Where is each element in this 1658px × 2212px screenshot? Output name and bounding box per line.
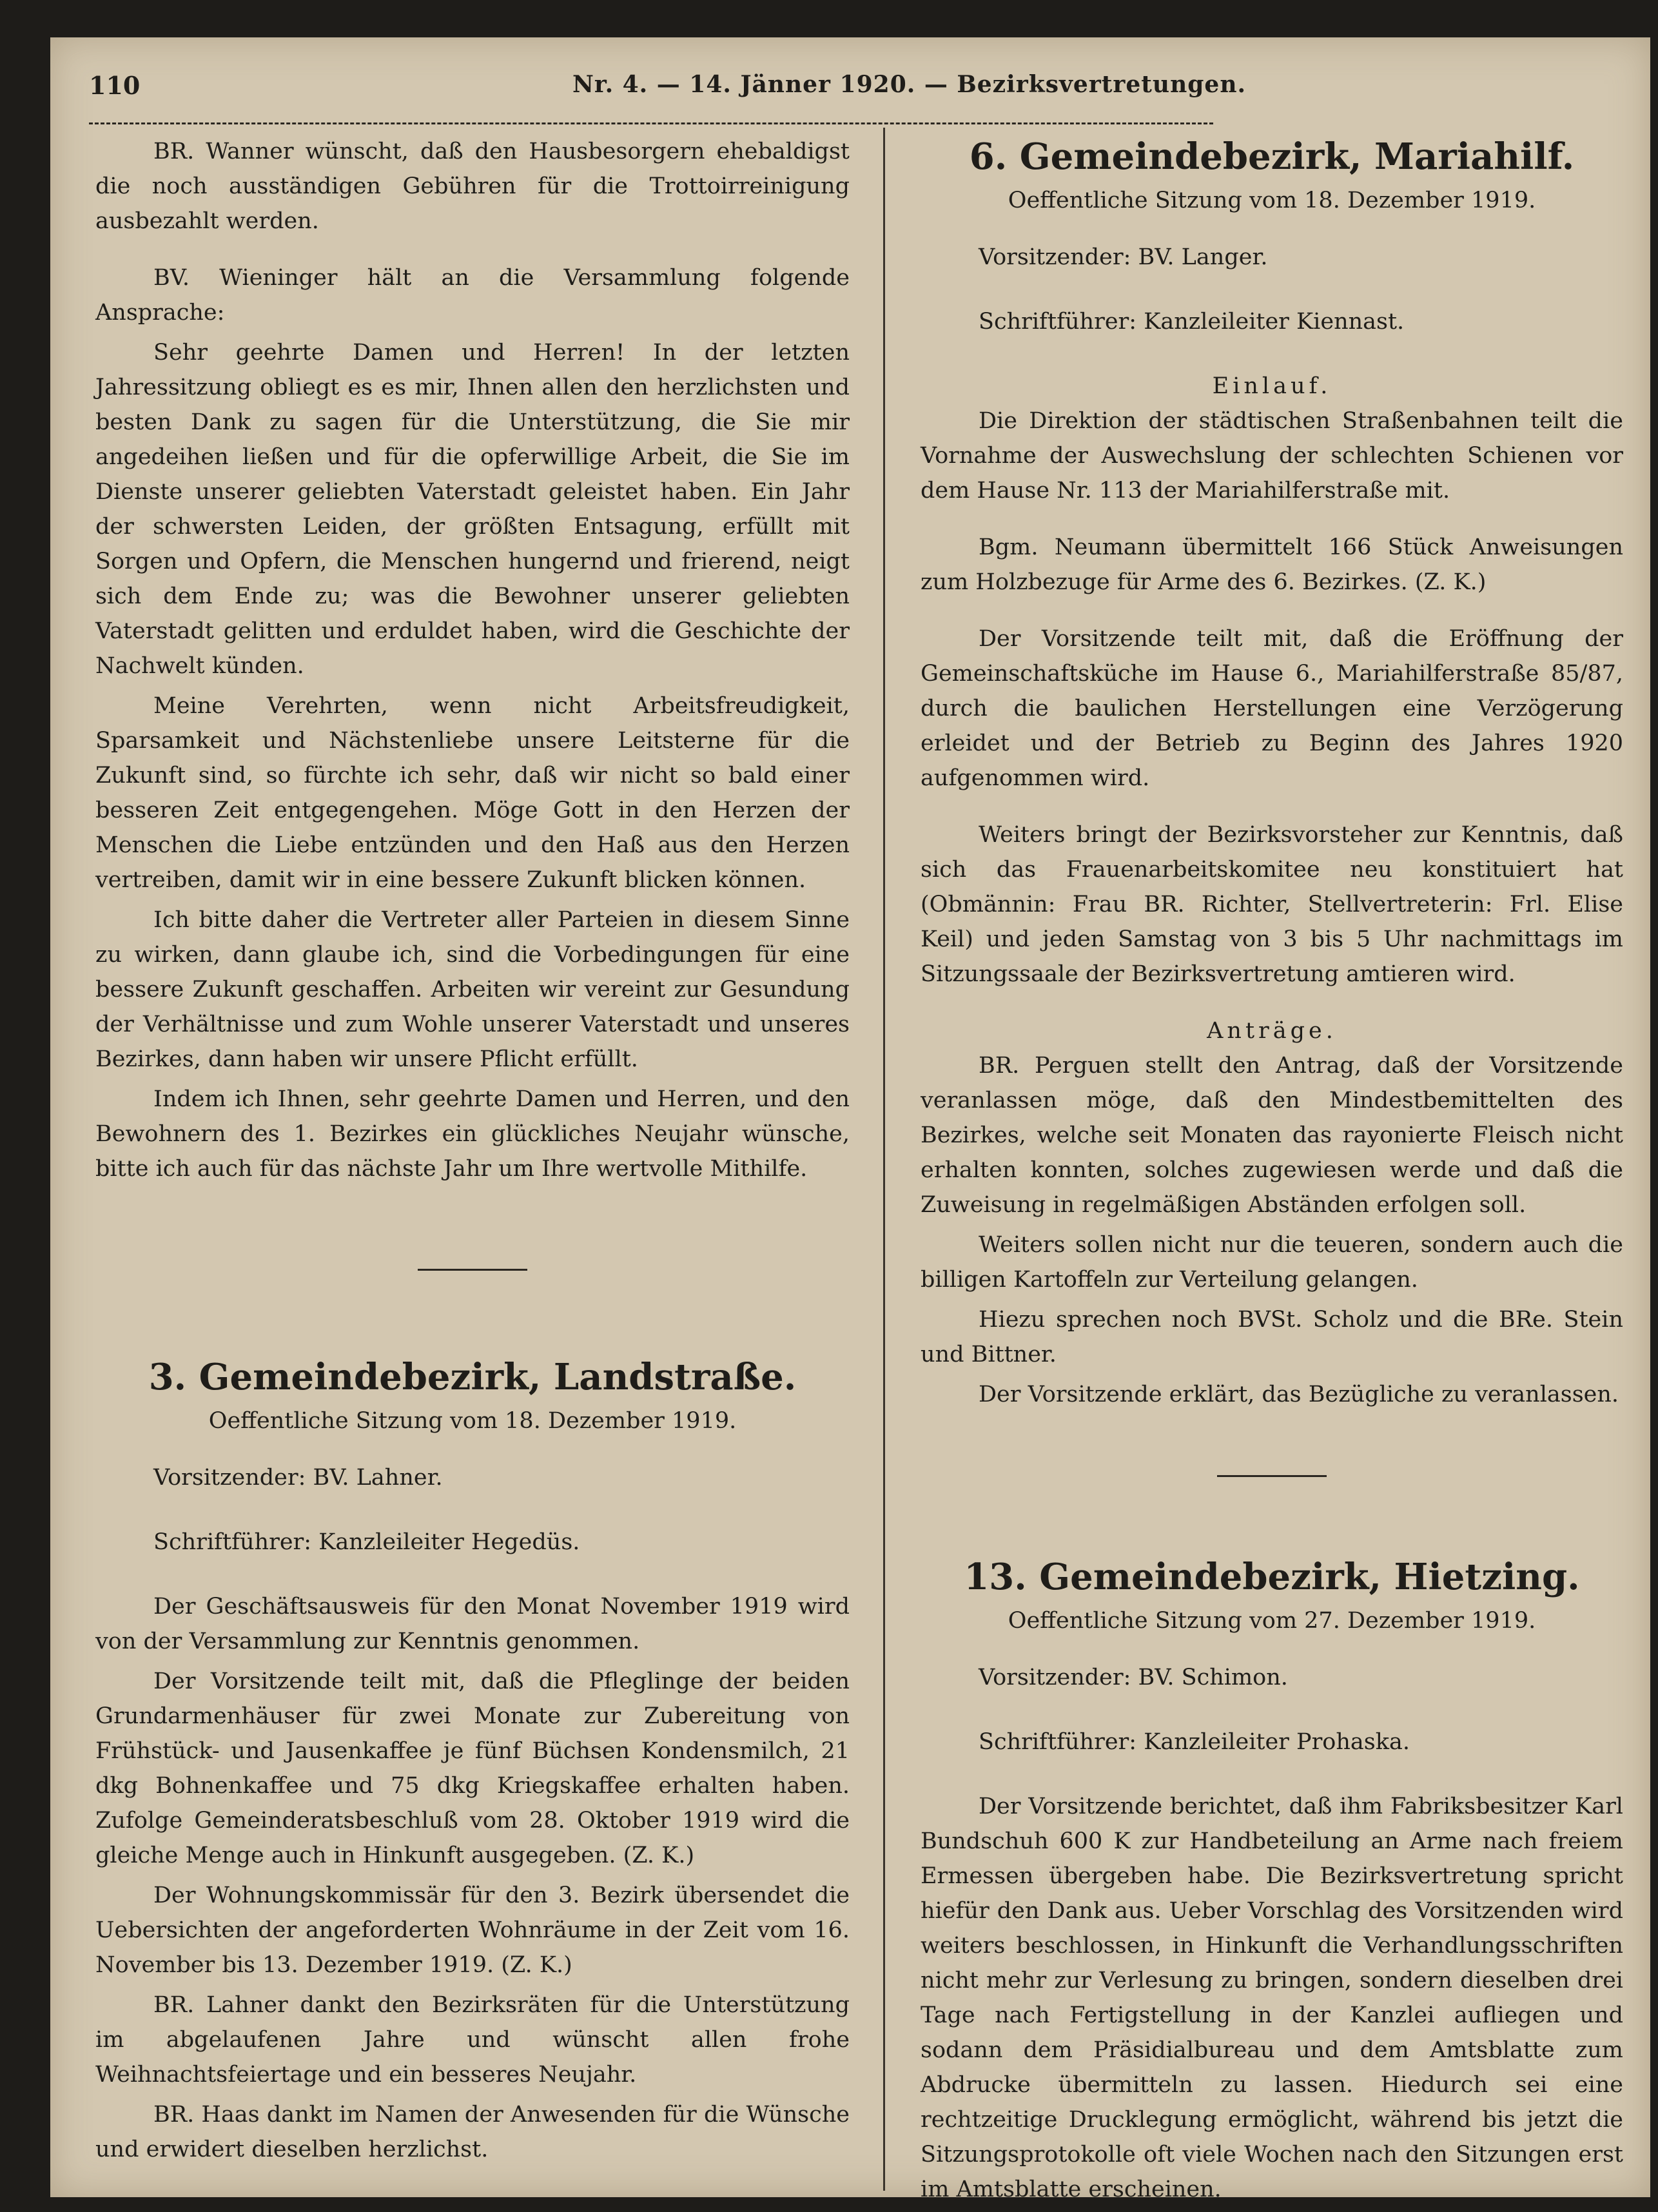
secretary-line: Schriftführer: Kanzleileiter Prohaska. bbox=[979, 1729, 1410, 1755]
paragraph: Die Direktion der städtischen Straßenbahnen teilt die Vornahme der Auswechslung der schlechten Schienen vor dem Hause Nr. 113 der Mariahilferstraße mit. bbox=[921, 408, 1623, 504]
secretary-line: Schriftführer: Kanzleileiter Hegedüs. bbox=[153, 1529, 580, 1555]
paragraph: Bgm. Neumann übermittelt 166 Stück Anweisungen zum Holzbezuge für Arme des 6. Bezirkes. (Z. K.) bbox=[921, 534, 1623, 595]
chair-line: Vorsitzender: BV. Schimon. bbox=[979, 1665, 1288, 1690]
paragraph: Weiters sollen nicht nur die teueren, sondern auch die billigen Kartoffeln zur Verteilung gelangen. bbox=[921, 1232, 1623, 1293]
session-line: Oeffentliche Sitzung vom 27. Dezember 1919. bbox=[1008, 1608, 1536, 1634]
paragraph: Der Vorsitzende teilt mit, daß die Pfleglinge der beiden Grundarmenhäuser für zwei Monate zur Zubereitung von Frühstück- und Jausenkaffee je fünf Büchsen Kondensmilch, 21 dkg Bohnenkaffee und 75 dkg Kriegskaffee erhalten haben. Zufolge Gemeinderatsbeschluß vom 28. Oktober 1919 wird die gleiche Menge auch in Hinkunft ausgegeben. (Z. K.) bbox=[95, 1669, 850, 1868]
chair-line: Vorsitzender: BV. Langer. bbox=[979, 244, 1268, 270]
paragraph: BR. Haas dankt im Namen der Anwesenden für die Wünsche und erwidert dieselben herzlichst. bbox=[95, 2102, 850, 2162]
paragraph: Der Vorsitzende teilt mit, daß die Eröffnung der Gemeinschaftsküche im Hause 6., Mariahilferstraße 85/87, durch die baulichen Herstellungen eine Verzögerung erleidet und der Betrieb zu Beginn des Jahres 1920 aufgenommen wird. bbox=[921, 626, 1623, 791]
subheading-antraege: Anträge. bbox=[1207, 1018, 1337, 1044]
header-rule bbox=[89, 122, 1213, 124]
session-line: Oeffentliche Sitzung vom 18. Dezember 1919. bbox=[1008, 188, 1536, 213]
section-title-3: 3. Gemeindebezirk, Landstraße. bbox=[148, 1356, 797, 1398]
paragraph: Hiezu sprechen noch BVSt. Scholz und die BRe. Stein und Bittner. bbox=[921, 1307, 1623, 1367]
chair-line: Vorsitzender: BV. Lahner. bbox=[153, 1465, 443, 1491]
paragraph: Der Vorsitzende erklärt, das Bezügliche zu veranlassen. bbox=[979, 1382, 1619, 1407]
column-separator bbox=[883, 128, 885, 2191]
subheading-einlauf: Einlauf. bbox=[1212, 373, 1332, 399]
left-column bbox=[95, 134, 850, 2172]
paragraph: Weiters bringt der Bezirksvorsteher zur Kenntnis, daß sich das Frauenarbeitskomitee neu konstituiert hat (Obmännin: Frau BR. Richter, Stellvertreterin: Frl. Elise Keil) und jeden Samstag von 3 bis 5 Uhr nachmittags im Sitzungssaale der Bezirksvertretung amtieren wird. bbox=[921, 822, 1623, 987]
section-title-6: 6. Gemeindebezirk, Mariahilf. bbox=[969, 135, 1575, 178]
paragraph: Sehr geehrte Damen und Herren! In der letzten Jahressitzung obliegt es es mir, Ihnen allen den herzlichsten und besten Dank zu sagen für die Unterstützung, die Sie mir angedeihen ließen und für die opferwillige Arbeit, die Sie im Dienste unserer geliebten Vaterstadt geleistet haben. Ein Jahr der schwersten Leiden, der größten Entsagung, erfüllt mit Sorgen und Opfern, die Menschen hungernd und frierend, neigt sich dem Ende zu; was die Bewohner unserer geliebten Vaterstadt gelitten und erduldet haben, wird die Geschichte der Nachwelt künden. bbox=[95, 340, 850, 679]
running-title: Nr. 4. — 14. Jänner 1920. — Bezirksvertretungen. bbox=[572, 71, 1247, 98]
paragraph: Der Vorsitzende berichtet, daß ihm Fabriksbesitzer Karl Bundschuh 600 K zur Handbeteilung an Arme nach freiem Ermessen übergeben habe. Die Bezirksvertretung spricht hiefür den Dank aus. Ueber Vorschlag des Vorsitzenden wird weiters beschlossen, in Hinkunft die Verhandlungsschriften nicht mehr zur Verlesung zu bringen, sondern dieselben drei Tage nach Fertigstellung in der Kanzlei aufliegen und sodann dem Präsidialbureau und dem Amtsblatte zum Abdrucke übermitteln zu lassen. Hiedurch sei eine rechtzeitige Drucklegung ermöglicht, während bis jetzt die Sitzungsprotokolle oft viele Wochen nach den Sitzungen erst im Amtsblatte erscheinen. bbox=[921, 1794, 1623, 2202]
newspaper-page bbox=[50, 37, 1650, 2202]
paragraph: Der Wohnungskommissär für den 3. Bezirk übersendet die Uebersichten der angeforderten Wohnräume in der Zeit vom 16. November bis 13. Dezember 1919. (Z. K.) bbox=[95, 1883, 850, 1978]
section-title-13: 13. Gemeindebezirk, Hietzing. bbox=[964, 1556, 1580, 1598]
paragraph: BV. Wieninger hält an die Versammlung folgende Ansprache: bbox=[95, 265, 850, 326]
right-column bbox=[921, 134, 1623, 2212]
paragraph: BR. Lahner dankt den Bezirksräten für die Unterstützung im abgelaufenen Jahre und wünscht allen frohe Weihnachtsfeiertage und ein besseres Neujahr. bbox=[95, 1992, 850, 2088]
page-number: 110 bbox=[89, 71, 141, 100]
paragraph: Ich bitte daher die Vertreter aller Parteien in diesem Sinne zu wirken, dann glaube ich, sind die Vorbedingungen für eine bessere Zukunft geschaffen. Arbeiten wir vereint zur Gesundung der Verhältnisse und zum Wohle unserer Vaterstadt und unseres Bezirkes, dann haben wir unsere Pflicht erfüllt. bbox=[95, 907, 850, 1072]
paragraph: BR. Perguen stellt den Antrag, daß der Vorsitzende veranlassen möge, daß den Mindestbemittelten des Bezirkes, welche seit Monaten das rayonierte Fleisch nicht erhalten konnten, solches zugewiesen werde und daß die Zuweisung in regelmäßigen Abständen erfolgen soll. bbox=[921, 1053, 1623, 1218]
paragraph: Meine Verehrten, wenn nicht Arbeitsfreudigkeit, Sparsamkeit und Nächstenliebe unsere Leitsterne für die Zukunft sind, so fürchte ich sehr, daß wir nicht so bald einer besseren Zeit entgegengehen. Möge Gott in den Herzen der Menschen die Liebe entzünden und den Haß aus den Herzen vertreiben, damit wir in eine bessere Zukunft blicken können. bbox=[95, 693, 850, 893]
paragraph: Der Geschäftsausweis für den Monat November 1919 wird von der Versammlung zur Kenntnis genommen. bbox=[95, 1594, 850, 1654]
page-header bbox=[89, 71, 1610, 122]
paragraph: BR. Wanner wünscht, daß den Hausbesorgern ehebaldigst die noch ausständigen Gebühren für die Trottoirreinigung ausbezahlt werden. bbox=[95, 139, 850, 234]
paragraph: Indem ich Ihnen, sehr geehrte Damen und Herren, und den Bewohnern des 1. Bezirkes ein glückliches Neujahr wünsche, bitte ich auch für das nächste Jahr um Ihre wertvolle Mithilfe. bbox=[95, 1086, 850, 1182]
secretary-line: Schriftführer: Kanzleileiter Kiennast. bbox=[979, 309, 1405, 335]
session-line: Oeffentliche Sitzung vom 18. Dezember 1919. bbox=[208, 1408, 737, 1434]
